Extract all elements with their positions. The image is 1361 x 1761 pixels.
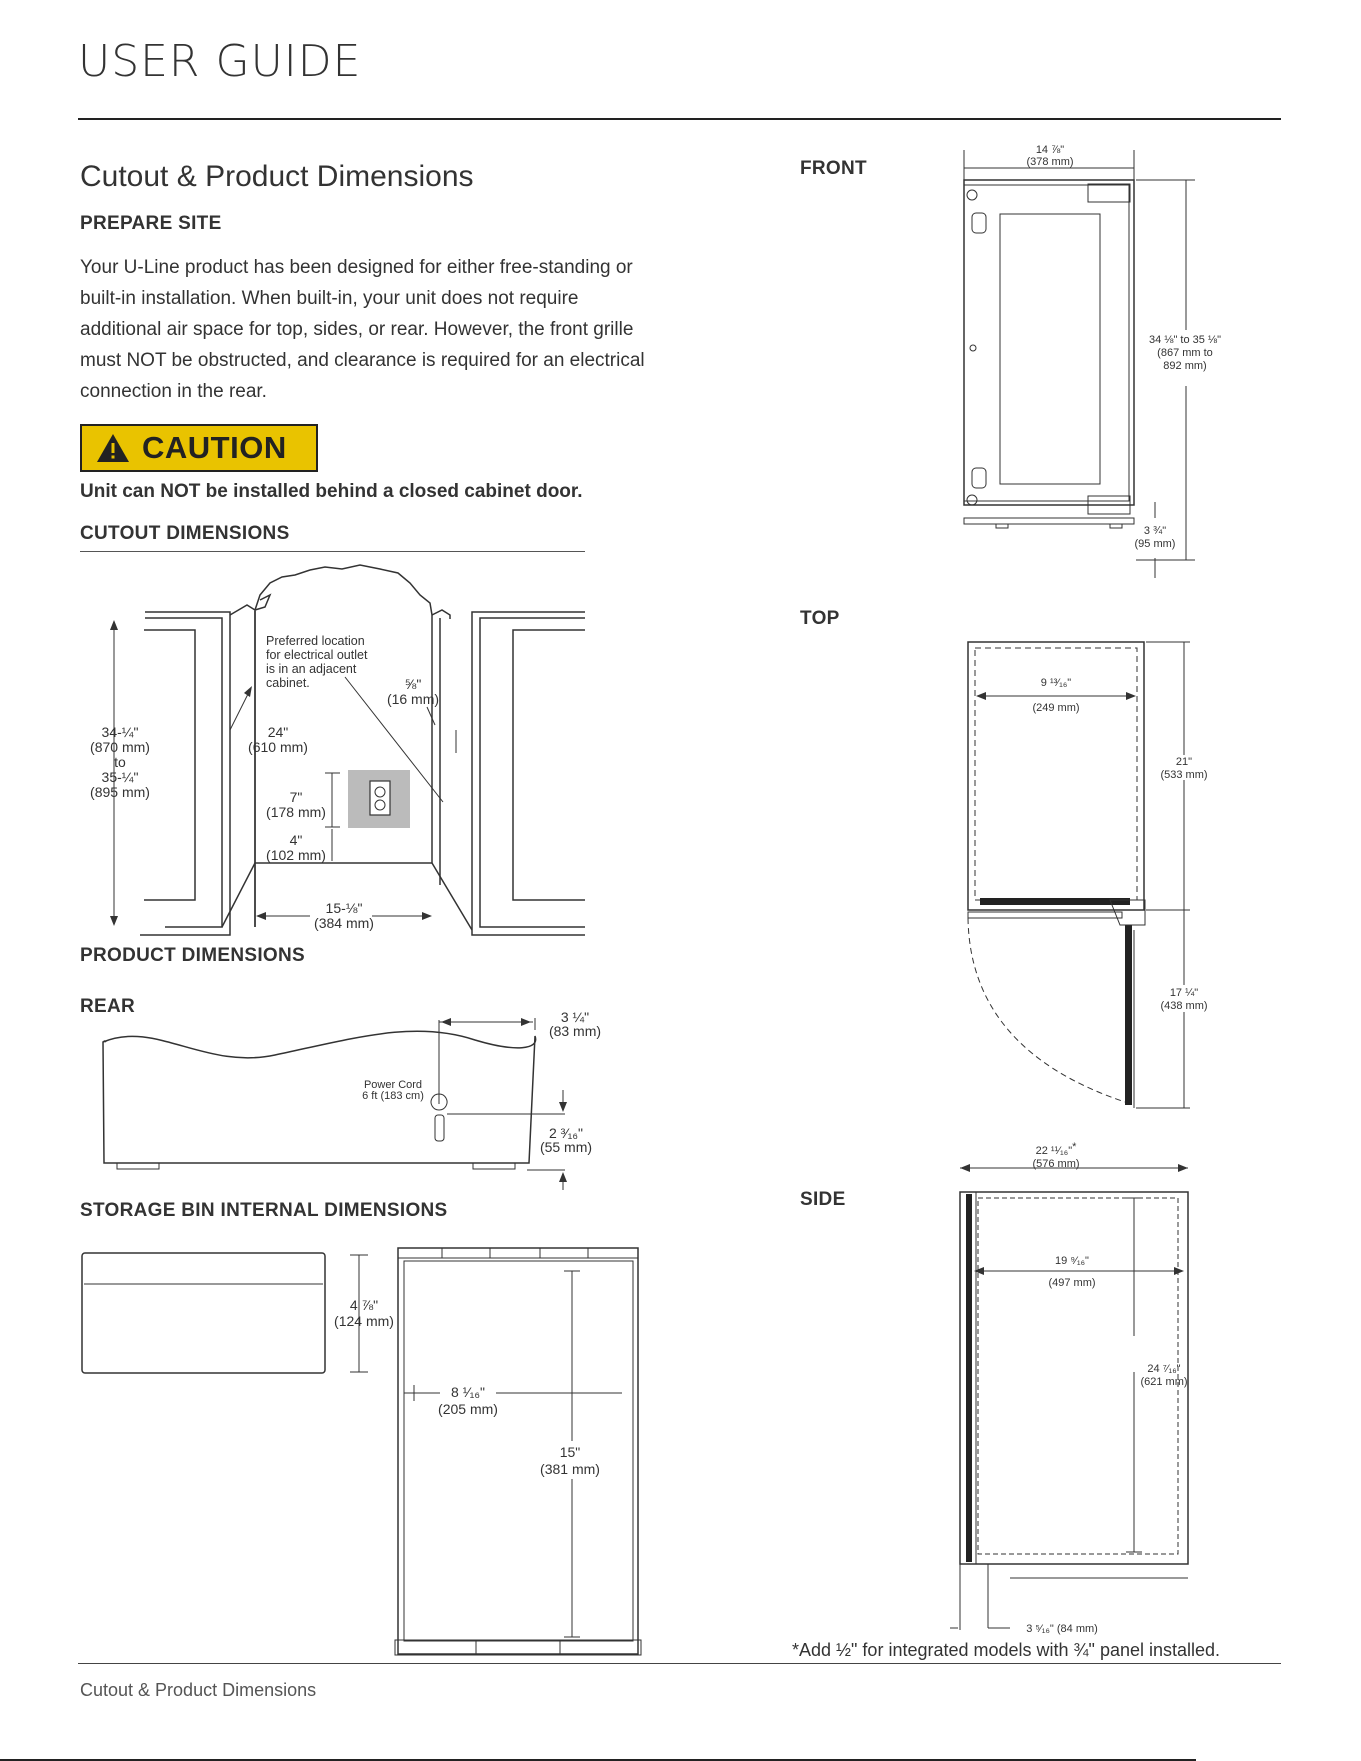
front-width-in: 14 ⅞" — [1035, 144, 1065, 156]
cord-height-mm: (55 mm) — [539, 1139, 593, 1155]
rear-diagram — [95, 1000, 610, 1190]
cutout-height-in: 34-¼" — [101, 724, 139, 740]
front-height-mm-min: (867 mm to — [1157, 347, 1213, 359]
cutout-rule — [80, 551, 585, 552]
side-kick-dimension: 3 ⁵⁄₁₆" (84 mm) — [1026, 1623, 1098, 1635]
power-cord-length: 6 ft (183 cm) — [362, 1090, 424, 1102]
bin-width-mm: (205 mm) — [438, 1401, 498, 1417]
top-label: TOP — [800, 608, 840, 629]
side-depth-in: 22 ¹¹⁄₁₆"* — [1035, 1141, 1077, 1157]
cutout-depth-in: 24" — [267, 724, 289, 740]
caution-label: CAUTION — [142, 430, 287, 465]
top-depth-in: 21" — [1175, 756, 1193, 768]
front-width-mm: (378 mm) — [1026, 156, 1074, 168]
side-inner-mm: (497 mm) — [1048, 1277, 1096, 1289]
header-rule — [78, 118, 1281, 120]
page-footer: Cutout & Product Dimensions — [80, 1680, 317, 1700]
section-heading: Cutout & Product Dimensions — [80, 160, 474, 193]
cutout-width-mm: (384 mm) — [314, 915, 374, 931]
cutout-height-max-mm: (895 mm) — [90, 784, 150, 800]
side-depth-mm: (576 mm) — [1032, 1158, 1080, 1170]
outlet-height-in: 7" — [289, 789, 303, 805]
bin-height-in: 4 ⅞" — [349, 1297, 379, 1313]
cutout-width-in: 15-⅛" — [325, 900, 363, 916]
footnote: *Add ½" for integrated models with ¾" panel installed. — [792, 1640, 1221, 1660]
outlet-note-4: cabinet. — [266, 676, 310, 690]
side-inner-in: 19 ⁹⁄₁₆" — [1055, 1255, 1089, 1267]
cutout-diagram — [80, 555, 590, 935]
top-depth-mm: (533 mm) — [1160, 769, 1208, 781]
side-height-in: 24 ⁷⁄₁₆" — [1147, 1363, 1181, 1375]
cutout-heading: CUTOUT DIMENSIONS — [80, 523, 290, 544]
rear-offset-mm: (83 mm) — [548, 1023, 602, 1039]
rear-offset-in: 3 ¼" — [560, 1009, 590, 1025]
top-inner-mm: (249 mm) — [1032, 702, 1080, 714]
front-height-range: 34 ⅛" to 35 ⅛" — [1148, 334, 1222, 346]
bin-height-mm: (124 mm) — [334, 1313, 394, 1329]
cutout-gap-in: ⅝" — [404, 676, 422, 692]
intro-paragraph: Your U-Line product has been designed for either free-standing or built-in installation. When built-in, your unit does not require additional air space for top, sides, or rear. However, the front grille must NOT be obstructed, and clearance is required for an electrical connection in the rear. — [80, 257, 645, 402]
warning-triangle-icon — [96, 433, 130, 463]
power-cord-label: Power Cord — [363, 1079, 423, 1091]
cord-height-in: 2 ³⁄₁₆" — [548, 1125, 584, 1141]
cutout-height-mm: (870 mm) — [90, 739, 150, 755]
front-height-mm-max: 892 mm) — [1163, 360, 1207, 372]
caution-note: Unit can NOT be installed behind a closed cabinet door. — [80, 481, 583, 502]
side-label: SIDE — [800, 1189, 846, 1210]
cutout-height-to: to — [114, 754, 126, 770]
bin-top-diagram — [390, 1245, 650, 1660]
document-title: USER GUIDE — [78, 36, 362, 87]
front-label: FRONT — [800, 158, 867, 179]
top-door-mm: (438 mm) — [1160, 1000, 1208, 1012]
outlet-note-2: for electrical outlet — [266, 648, 368, 662]
outlet-floor-in: 4" — [289, 832, 303, 848]
cutout-gap-mm: (16 mm) — [386, 691, 440, 707]
prepare-site-heading: PREPARE SITE — [80, 213, 222, 234]
bin-side-diagram — [80, 1248, 394, 1378]
top-door-in: 17 ¼" — [1169, 987, 1199, 999]
storage-bin-heading: STORAGE BIN INTERNAL DIMENSIONS — [80, 1200, 448, 1221]
top-view-diagram — [950, 630, 1230, 1120]
bin-depth-in: 15" — [559, 1444, 581, 1460]
outlet-floor-mm: (102 mm) — [266, 847, 326, 863]
product-dimensions-heading: PRODUCT DIMENSIONS — [80, 945, 305, 966]
bin-depth-mm: (381 mm) — [540, 1461, 600, 1477]
cutout-depth-mm: (610 mm) — [248, 739, 308, 755]
rear-label: REAR — [80, 996, 136, 1017]
bin-width-in: 8 ¹⁄₁₆" — [450, 1384, 486, 1400]
side-height-mm: (621 mm) — [1140, 1376, 1188, 1388]
outlet-note-1: Preferred location — [266, 634, 365, 648]
outlet-note-3: is in an adjacent — [266, 662, 357, 676]
front-base-mm: (95 mm) — [1134, 538, 1176, 550]
outlet-height-mm: (178 mm) — [266, 804, 326, 820]
top-inner-in: 9 ¹³⁄₁₆" — [1040, 677, 1072, 689]
front-view-diagram — [950, 140, 1240, 585]
side-view-diagram — [950, 1140, 1230, 1635]
footer-rule — [78, 1663, 1281, 1664]
cutout-height-max-in: 35-¼" — [101, 769, 139, 785]
front-base-in: 3 ¾" — [1143, 525, 1167, 537]
